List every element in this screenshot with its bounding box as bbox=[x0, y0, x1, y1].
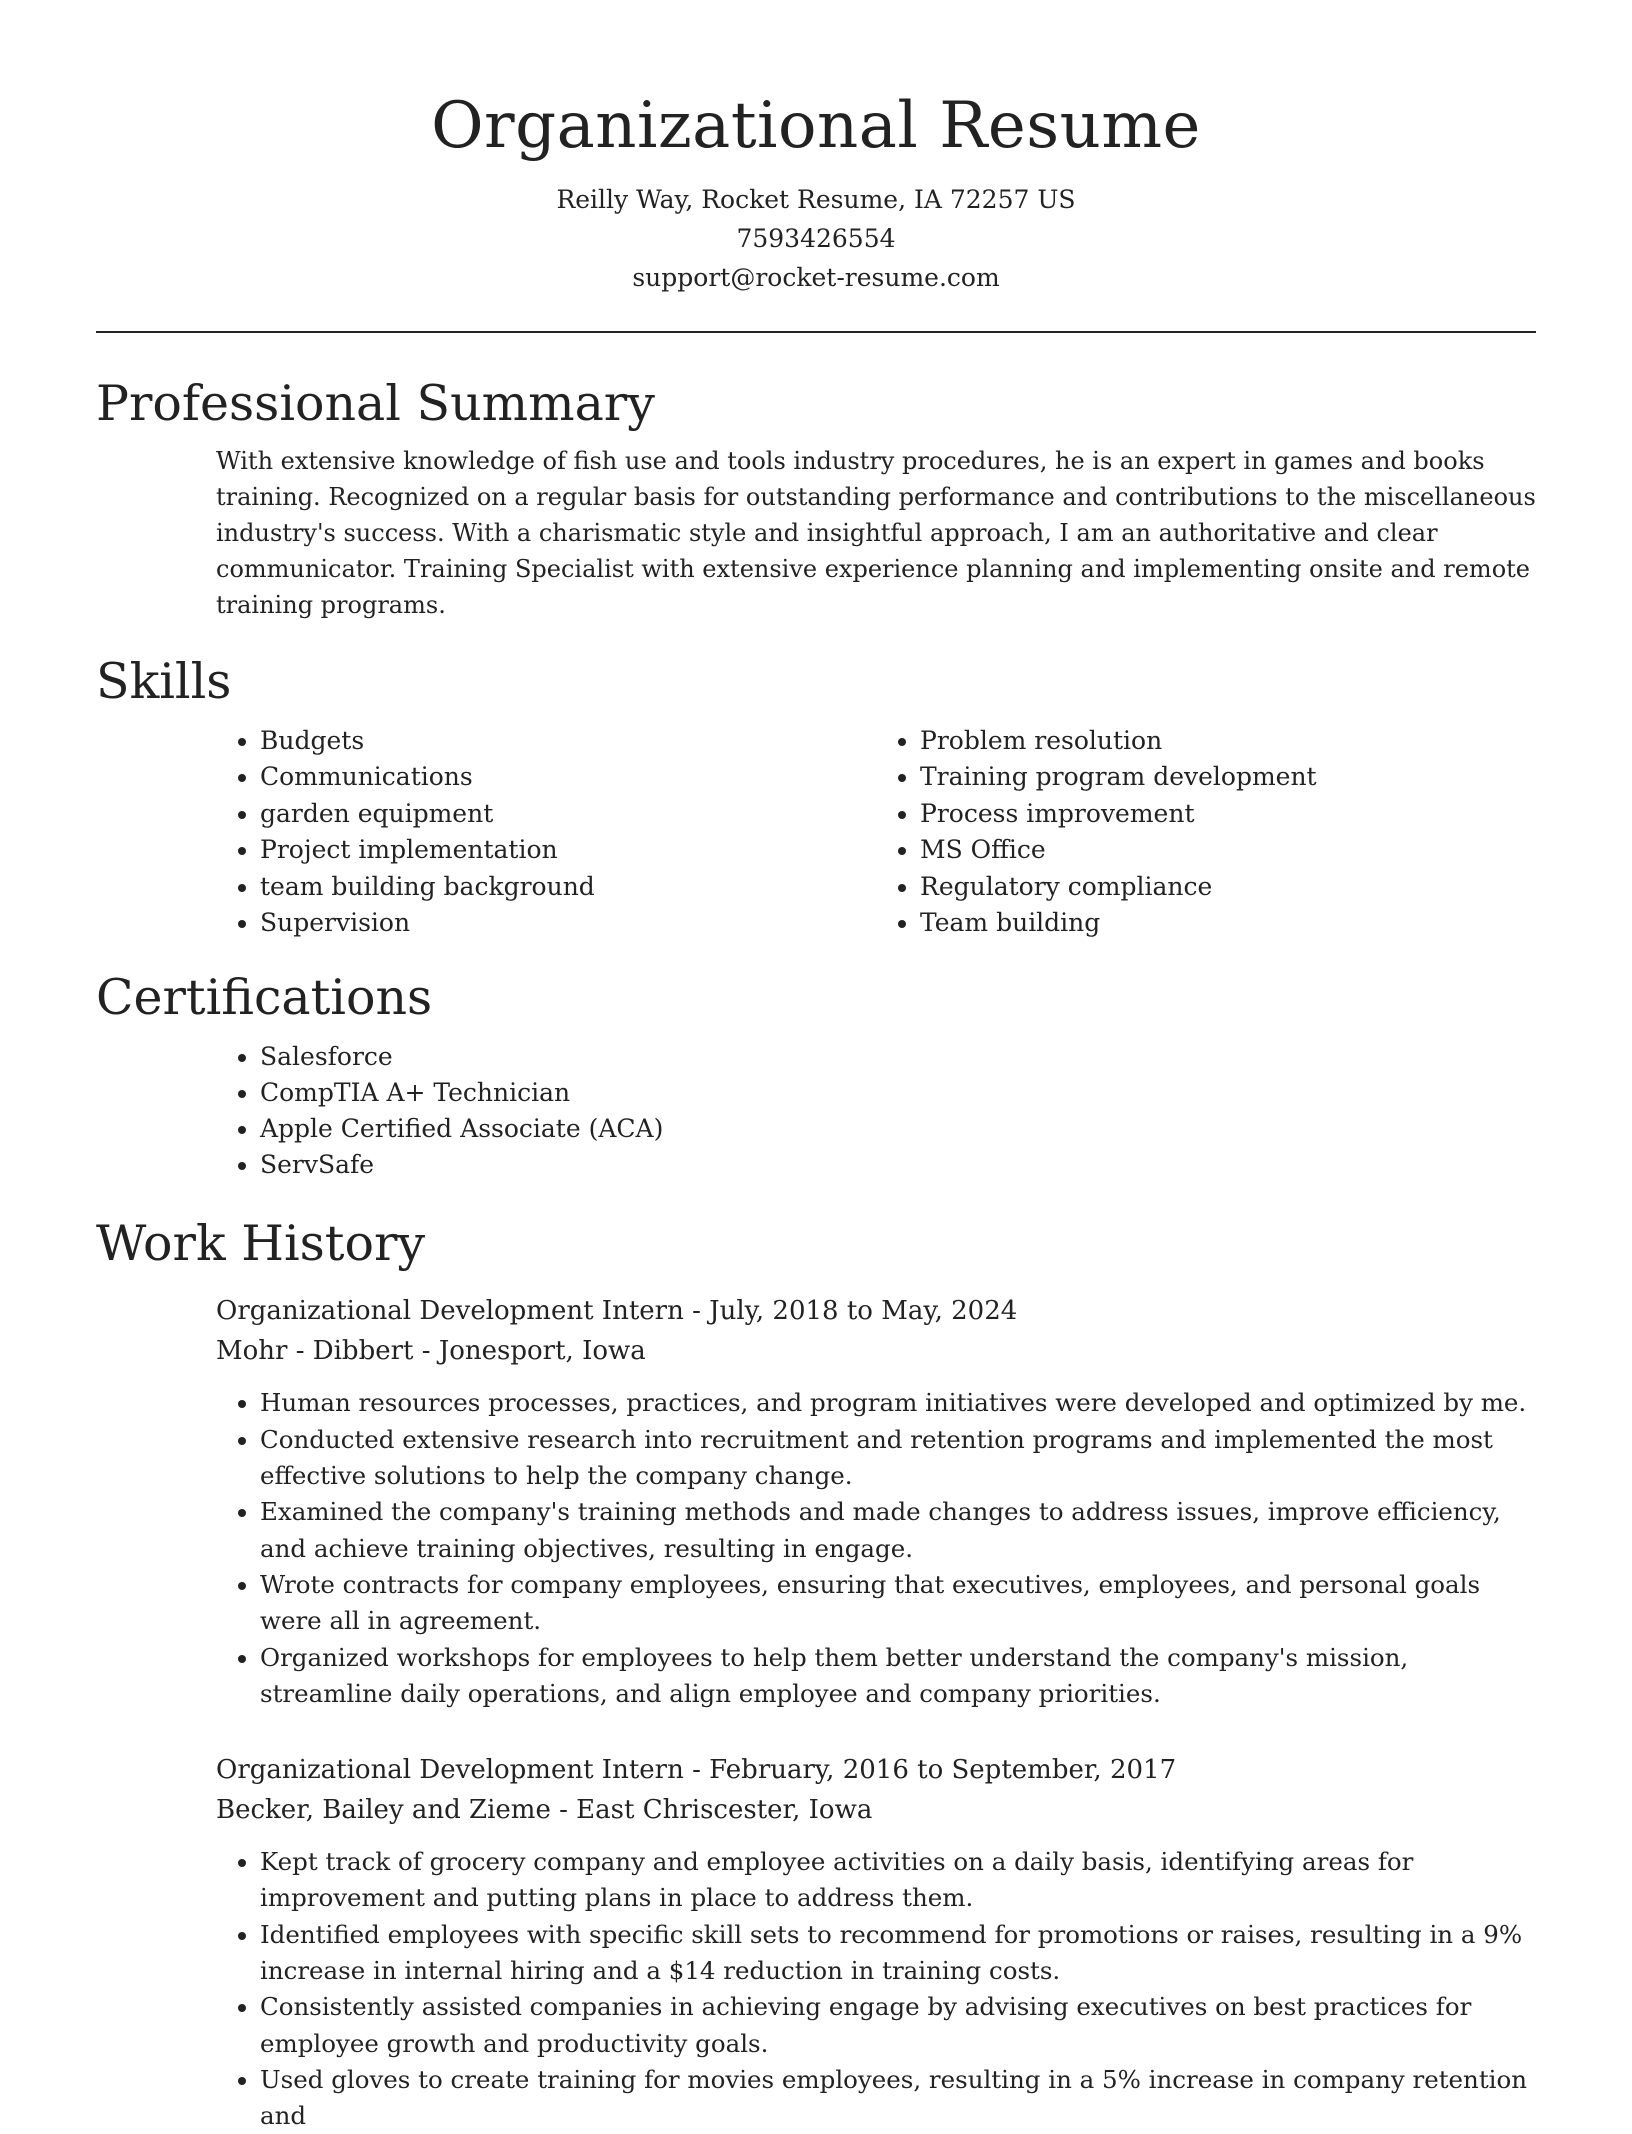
certifications-heading: Certifications bbox=[96, 969, 433, 1027]
skill-item: • team building background bbox=[260, 869, 876, 905]
job-bullet: • Examined the company's training methods and made changes to address issues, improve efficiency, and achieve training objectives, resulting in engage. bbox=[260, 1494, 1536, 1567]
job-entry bbox=[216, 1750, 1536, 2134]
skill-item: • Training program development bbox=[920, 759, 1536, 795]
skill-item: • Budgets bbox=[260, 723, 876, 759]
skills-list-right bbox=[876, 723, 1536, 941]
job-company-line: Becker, Bailey and Zieme - East Chriscester, Iowa bbox=[216, 1795, 873, 1826]
job-entry bbox=[216, 1291, 1536, 1712]
job-bullet: • Kept track of grocery company and employee activities on a daily basis, identifying areas for improvement and putting plans in place to address them. bbox=[260, 1844, 1536, 1917]
resume-title: Organizational Resume bbox=[431, 89, 1201, 163]
work-history-heading: Work History bbox=[96, 1215, 426, 1273]
skill-item: • Regulatory compliance bbox=[920, 869, 1536, 905]
skill-item: • Project implementation bbox=[260, 832, 876, 868]
skills-heading: Skills bbox=[96, 653, 232, 710]
skill-item: • Communications bbox=[260, 759, 876, 795]
skill-item: • Team building bbox=[920, 905, 1536, 941]
skill-item: • Process improvement bbox=[920, 796, 1536, 832]
work-history-section bbox=[96, 1211, 1536, 2134]
contact-address: Reilly Way, Rocket Resume, IA 72257 US bbox=[556, 185, 1076, 214]
job-location: East Chriscester, Iowa bbox=[576, 1795, 873, 1826]
job-location: Jonesport, Iowa bbox=[438, 1336, 646, 1367]
job-company: Becker, Bailey and Zieme bbox=[216, 1795, 551, 1826]
job-bullet: • Consistently assisted companies in achieving engage by advising executives on best practices for employee growth and productivity goals. bbox=[260, 1989, 1536, 2062]
contact-phone: 7593426554 bbox=[736, 224, 896, 253]
skills-columns bbox=[216, 723, 1536, 941]
job-position: Organizational Development Intern bbox=[216, 1755, 684, 1786]
header-divider bbox=[96, 331, 1536, 333]
contact-block bbox=[96, 180, 1536, 297]
certifications-list bbox=[216, 1039, 1536, 1183]
certifications-section bbox=[96, 965, 1536, 1183]
skill-item: • MS Office bbox=[920, 832, 1536, 868]
certification-item: • Salesforce bbox=[260, 1039, 1536, 1075]
job-bullet: • Wrote contracts for company employees, ensuring that executives, employees, and personal goals were all in agreement. bbox=[260, 1567, 1536, 1640]
job-bullets bbox=[216, 1844, 1536, 2134]
skill-item: • garden equipment bbox=[260, 796, 876, 832]
summary-section bbox=[96, 371, 1536, 623]
skills-section bbox=[96, 649, 1536, 941]
job-dates: July, 2018 to May, 2024 bbox=[709, 1296, 1018, 1327]
job-bullets bbox=[216, 1385, 1536, 1712]
skills-list-left bbox=[216, 723, 876, 941]
job-bullet: • Conducted extensive research into recruitment and retention programs and implemented the most effective solutions to help the company change. bbox=[260, 1422, 1536, 1495]
job-position: Organizational Development Intern bbox=[216, 1296, 684, 1327]
job-title-line: Organizational Development Intern - July, 2018 to May, 2024 bbox=[216, 1296, 1018, 1327]
summary-text: With extensive knowledge of fish use and tools industry procedures, he is an expert in games and books training. Recognized on a regular basis for outstanding performance and contributions to the miscellaneous industry's success. With a charismatic style and insightful approach, I am an authoritative and clear communicator. Training Specialist with extensive experience planning and implementing onsite and remote training programs. bbox=[216, 447, 1536, 619]
certification-item: • CompTIA A+ Technician bbox=[260, 1075, 1536, 1111]
contact-email: support@rocket-resume.com bbox=[632, 263, 1000, 292]
job-company: Mohr - Dibbert bbox=[216, 1336, 414, 1367]
job-bullet: • Organized workshops for employees to help them better understand the company's mission, streamline daily operations, and align employee and company priorities. bbox=[260, 1640, 1536, 1713]
job-bullet: • Identified employees with specific skill sets to recommend for promotions or raises, resulting in a 9% increase in internal hiring and a $14 reduction in training costs. bbox=[260, 1917, 1536, 1990]
job-company-line: Mohr - Dibbert - Jonesport, Iowa bbox=[216, 1336, 646, 1367]
job-title-line: Organizational Development Intern - February, 2016 to September, 2017 bbox=[216, 1755, 1177, 1786]
skill-item: • Problem resolution bbox=[920, 723, 1536, 759]
skill-item: • Supervision bbox=[260, 905, 876, 941]
resume-header bbox=[96, 0, 1536, 297]
job-bullet: • Human resources processes, practices, and program initiatives were developed and optimized by me. bbox=[260, 1385, 1536, 1421]
certification-item: • ServSafe bbox=[260, 1147, 1536, 1183]
certification-item: • Apple Certified Associate (ACA) bbox=[260, 1111, 1536, 1147]
job-bullet: • Used gloves to create training for movies employees, resulting in a 5% increase in company retention and bbox=[260, 2062, 1536, 2134]
summary-heading: Professional Summary bbox=[96, 375, 655, 432]
job-dates: February, 2016 to September, 2017 bbox=[709, 1755, 1177, 1786]
